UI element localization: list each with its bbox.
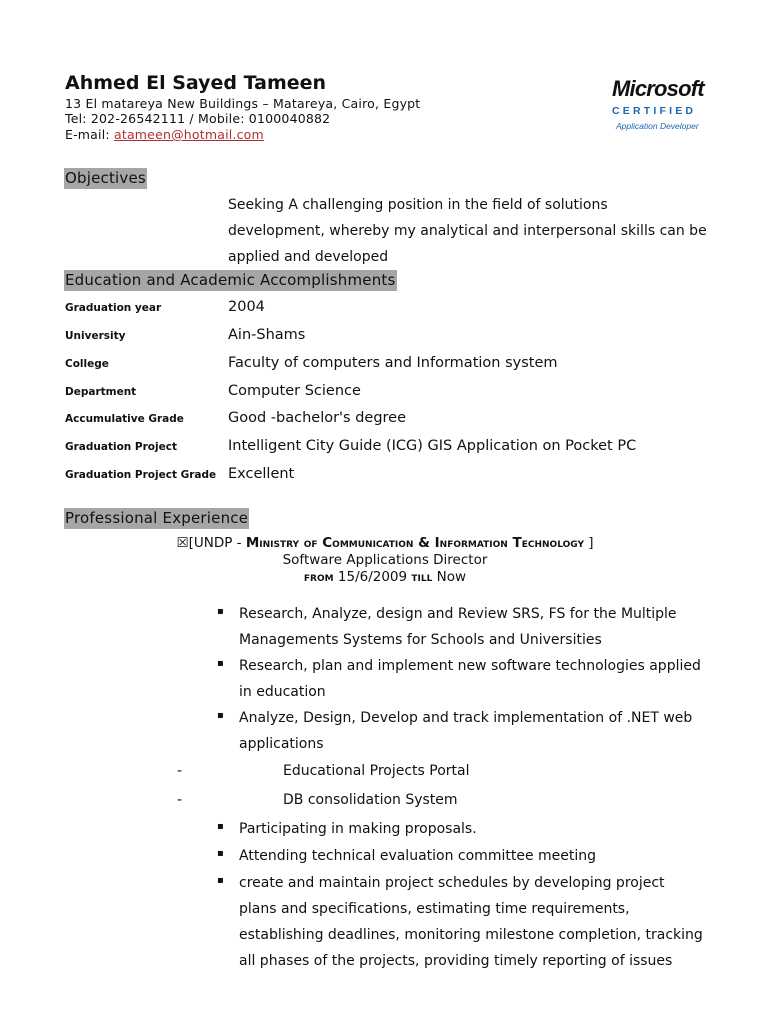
job-title: Software Applications Director (282, 552, 488, 568)
email-line (65, 127, 264, 142)
edu-label: University (65, 330, 126, 342)
edu-label: Accumulative Grade (65, 413, 184, 425)
logo-brand: Microsoft (612, 76, 704, 101)
logo-title: Application Developer (616, 121, 699, 131)
edu-label: Graduation year (65, 302, 162, 314)
list-item-line: plans and specifications, estimating time requirements, (239, 901, 630, 917)
education-heading: Education and Academic Accomplishments (65, 271, 396, 289)
list-item (239, 601, 719, 653)
list-item (239, 705, 719, 757)
dash-item: DB consolidation System (283, 792, 458, 808)
list-item (239, 843, 719, 869)
objectives-line: Seeking A challenging position in the field of solutions (228, 197, 608, 213)
objectives-heading: Objectives (65, 169, 146, 187)
job-dates (140, 569, 630, 585)
list-item-line: Attending technical evaluation committee meeting (239, 848, 597, 864)
from-word: from (303, 569, 334, 585)
dash-marker: - (177, 792, 183, 808)
edu-value: Excellent (228, 466, 295, 482)
edu-label: Graduation Project (65, 441, 177, 453)
edu-value: Good -bachelor's degree (228, 410, 407, 426)
list-item-line: Participating in making proposals. (239, 821, 477, 837)
phone: Tel: 202-26542111 / Mobile: 0100040882 (65, 111, 331, 126)
dash-marker: - (177, 763, 183, 779)
list-item-line: Analyze, Design, Develop and track implementation of .NET web (239, 710, 693, 726)
org-prefix: [UNDP - (188, 535, 246, 551)
objectives-text (228, 192, 728, 270)
edu-value: 2004 (228, 299, 265, 315)
edu-label: Graduation Project Grade (65, 469, 217, 481)
list-item-line: Managements Systems for Schools and Universities (239, 632, 602, 648)
edu-label: College (65, 358, 109, 370)
objectives-line: applied and developed (228, 249, 389, 265)
list-item-line: create and maintain project schedules by developing project (239, 875, 665, 891)
dash-item: Educational Projects Portal (283, 763, 470, 779)
list-item (239, 816, 719, 842)
microsoft-certified-logo (612, 78, 712, 140)
org-suffix: ] (583, 535, 594, 551)
list-item (239, 870, 719, 974)
org-name: Ministry of Communication & Information Technology (245, 535, 584, 551)
edu-label: Department (65, 386, 137, 398)
edu-value: Faculty of computers and Information system (228, 355, 558, 371)
list-item-line: Research, Analyze, design and Review SRS, FS for the Multiple (239, 606, 677, 622)
till-value: Now (432, 569, 467, 585)
list-item-line: applications (239, 736, 324, 752)
bullet-icon: ▪ (217, 848, 224, 859)
list-item (239, 653, 719, 705)
address: 13 El matareya New Buildings – Matareya, Cairo, Egypt (65, 96, 421, 111)
edu-value: Ain-Shams (228, 327, 306, 343)
bullet-icon: ▪ (217, 710, 224, 721)
from-date: 15/6/2009 (333, 569, 412, 585)
email-label: E-mail: (65, 127, 114, 142)
job-organization (140, 535, 630, 551)
bullet-icon: ▪ (217, 658, 224, 669)
logo-certified: CERTIFIED (612, 105, 697, 117)
checkbox-icon: ☒ (176, 535, 189, 551)
objectives-line: development, whereby my analytical and interpersonal skills can be (228, 223, 707, 239)
edu-value: Intelligent City Guide (ICG) GIS Application on Pocket PC (228, 438, 637, 454)
bullet-icon: ▪ (217, 875, 224, 886)
list-item-line: establishing deadlines, monitoring milestone completion, tracking (239, 927, 703, 943)
bullet-icon: ▪ (217, 821, 224, 832)
email-link[interactable]: atameen@hotmail.com (113, 127, 264, 142)
list-item-line: in education (239, 684, 326, 700)
list-item-line: all phases of the projects, providing timely reporting of issues (239, 953, 673, 969)
experience-heading: Professional Experience (65, 509, 249, 527)
till-word: till (411, 569, 433, 585)
candidate-name: Ahmed El Sayed Tameen (65, 72, 327, 94)
edu-value: Computer Science (228, 383, 361, 399)
bullet-icon: ▪ (217, 606, 224, 617)
list-item-line: Research, plan and implement new software technologies applied (239, 658, 701, 674)
